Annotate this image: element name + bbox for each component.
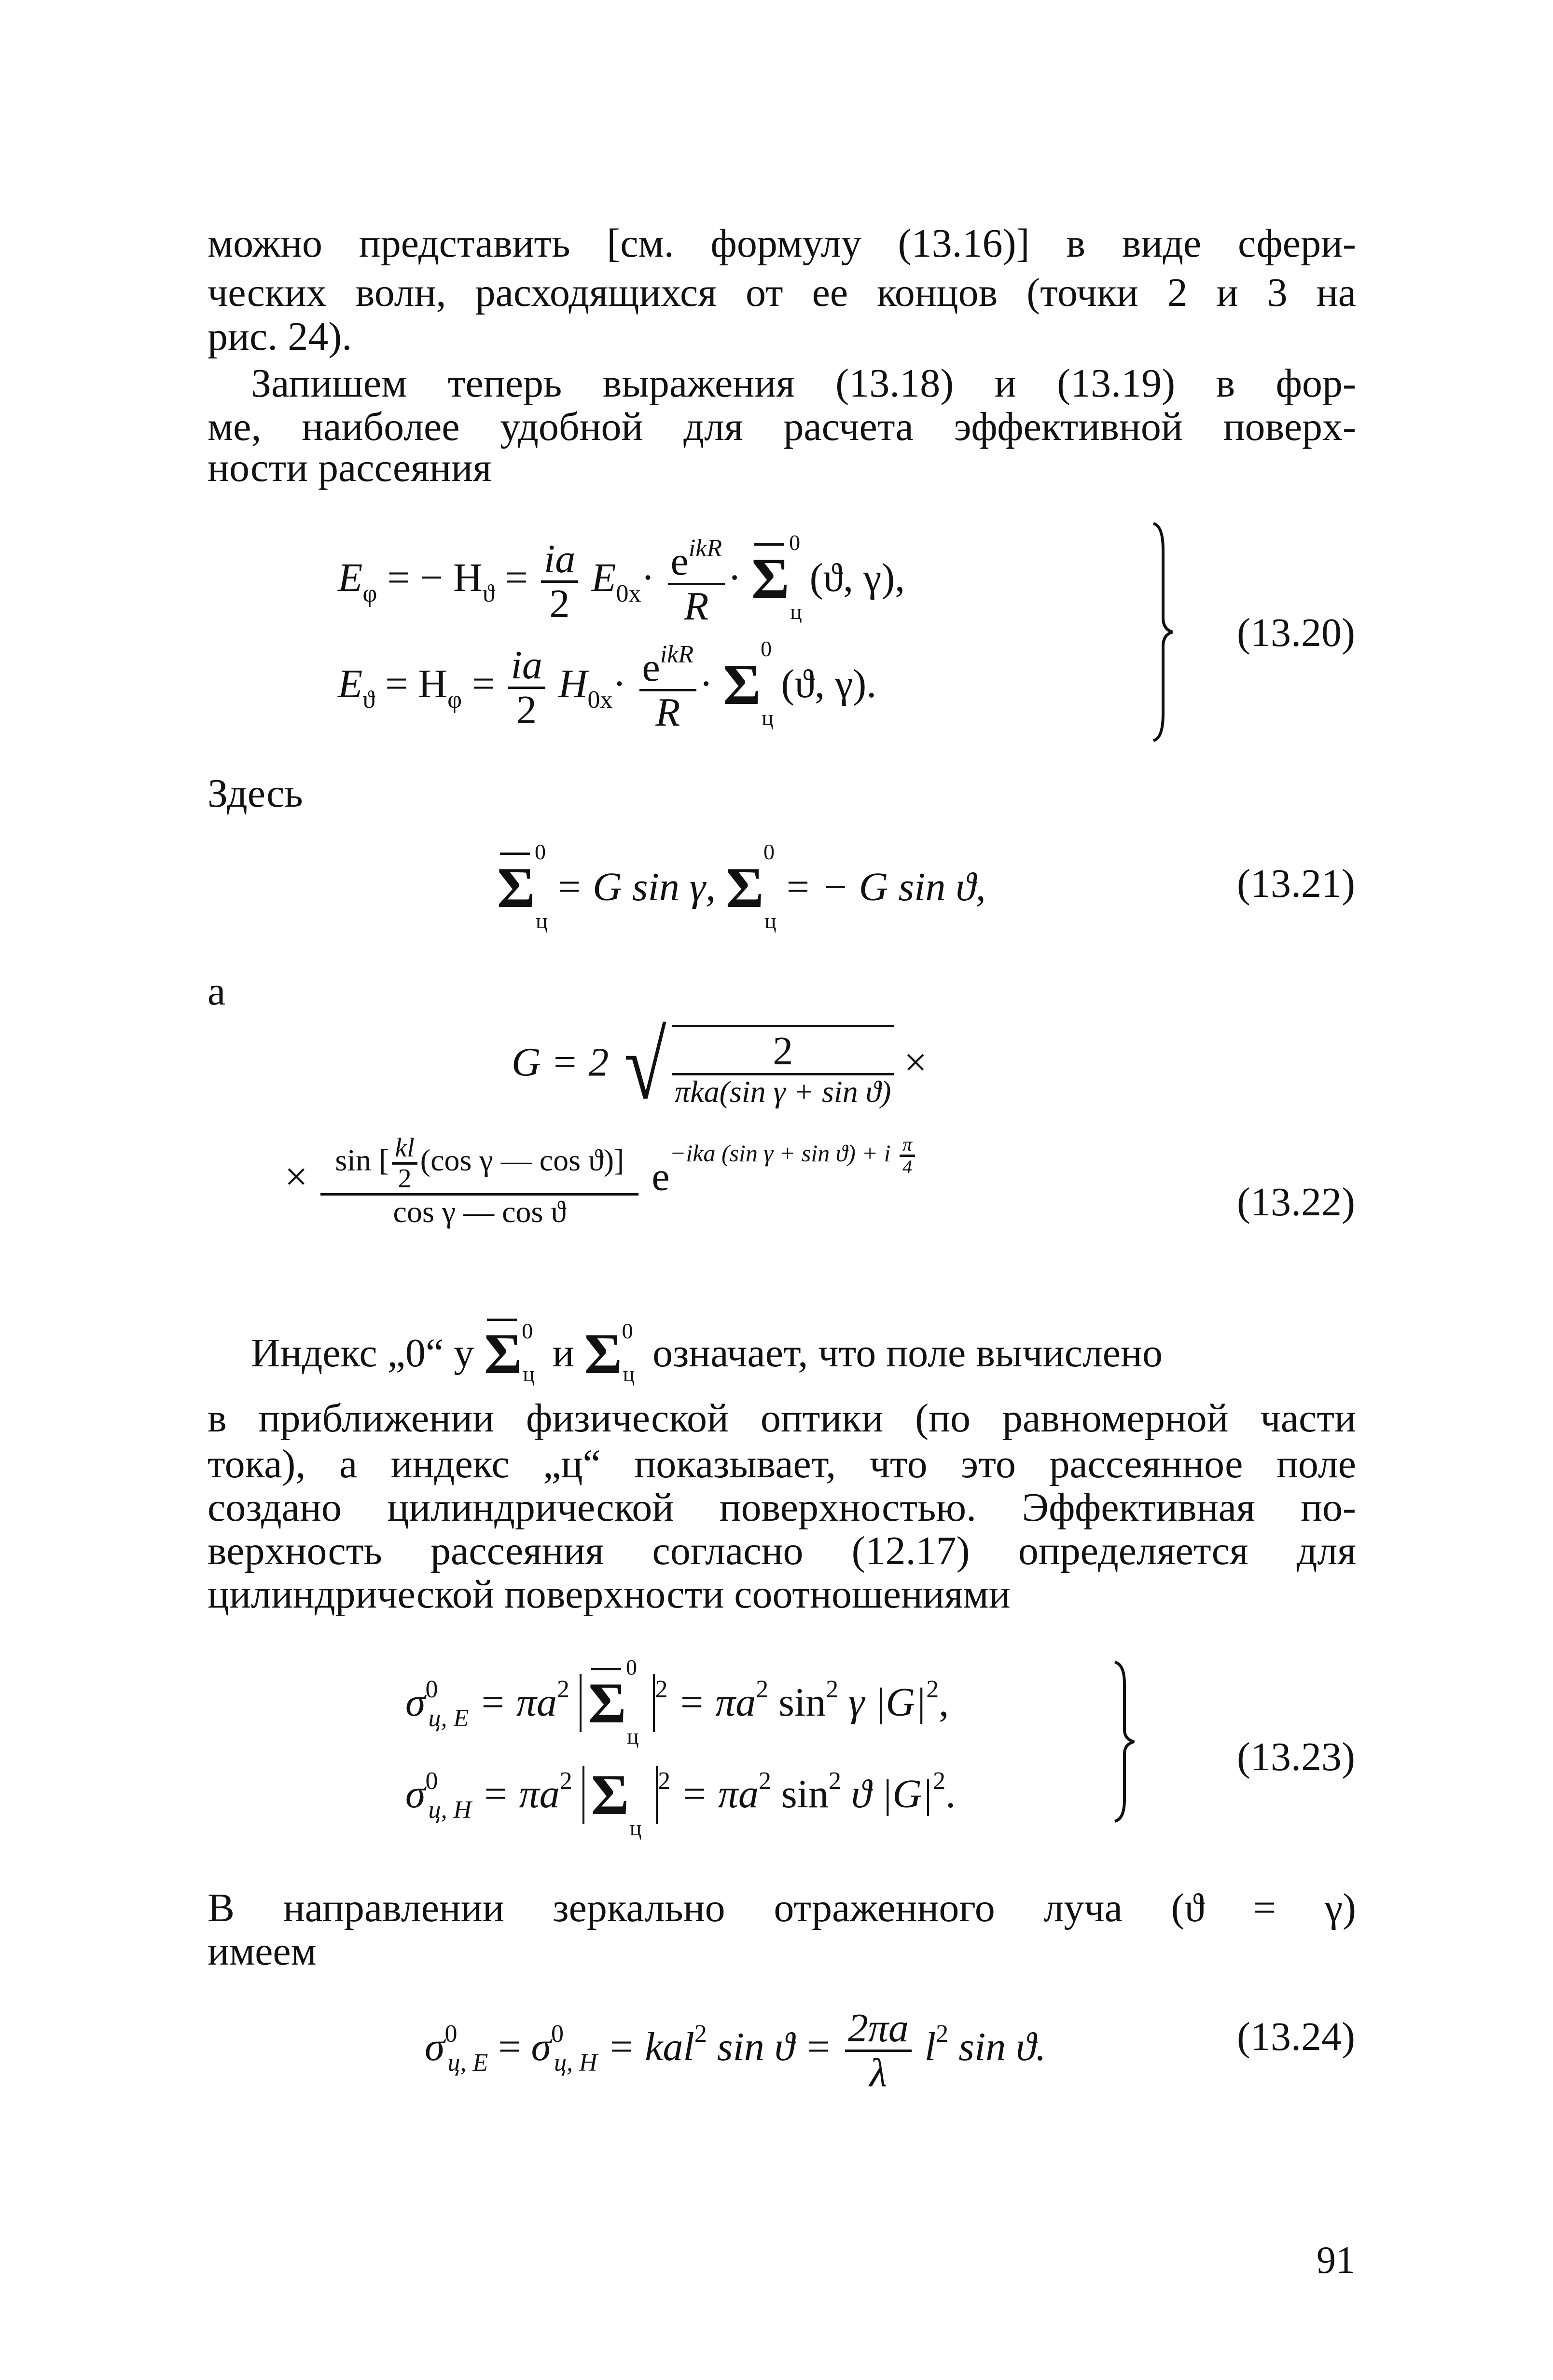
operator: = H (385, 661, 448, 706)
right-brace-icon (1110, 1660, 1139, 1824)
text-fragment: означает, что поле вычислено (652, 1331, 1163, 1376)
equation-line: $E_ϑ = H_\varphi$ = $\frac{ia}{2}$ $H_{0x}\cdot$ $\frac{e^{ikR}}{R}$ · Σ 0 ц (ϑ, γ). (338, 636, 877, 735)
fraction: $\frac{ia}{2}$ (508, 644, 545, 731)
equation-number: (13.24) (1237, 2014, 1355, 2059)
fraction: $\frac{e^{ikR}}{R}$ (639, 642, 697, 734)
times-icon: × (904, 1040, 927, 1085)
subscript: ϑ (482, 579, 495, 607)
equation-line: $\sigma^0_{ц, H} = \pi a^2$ Σ ц $^2 = \pi a^2$ $\sin^2 ϑ$ $|G|^2$. (405, 1762, 956, 1840)
sigma-symbol: σ (405, 1680, 426, 1725)
equation-line: $\sigma^0_{ц, E} = \pi a^2$ Σ 0 ц $^2 = \pi a^2$ $\sin^2 \gamma$ $|G|^2$, (405, 1655, 949, 1748)
sum-icon: Σ 0 ц (584, 1319, 635, 1386)
fraction: $\frac{2\pi a}{\lambda}$ (845, 2007, 912, 2094)
equation-number: (13.20) (1237, 610, 1355, 655)
operator: = (498, 2024, 521, 2069)
expression: = kal (607, 2024, 694, 2069)
page-number: 91 (1317, 2239, 1355, 2282)
equation-line: $\sigma^0_{ц, E} = \sigma^0_{ц, H} = kal^2$ sin ϑ = $\frac{2\pi a}{\lambda}$ $l^2$ sin ϑ. (425, 2006, 1046, 2096)
arguments: (ϑ, γ), (809, 555, 905, 600)
symbol: E (338, 661, 363, 706)
text-line: можно представить [см. формулу (13.16)] в виде сфери- (208, 221, 1356, 266)
text-line: В направлении зеркально отраженного луча (ϑ = γ) (208, 1885, 1356, 1930)
text-fragment: Индекс „0“ у (251, 1331, 474, 1376)
text-line: Здесь (208, 771, 303, 816)
text-line (251, 1319, 1356, 1386)
text-line: ности рассеяния (208, 445, 492, 490)
text-line: а (208, 969, 226, 1014)
sum-icon: Σ 0 ц (497, 839, 548, 933)
sum-icon: Σ ц (591, 1762, 642, 1840)
sum-icon: Σ 0 ц (484, 1319, 535, 1386)
operator: = (505, 555, 528, 600)
expression: = G sin γ, (555, 865, 716, 909)
subscript: 0x (616, 579, 641, 607)
sigma-symbol: σ (405, 1772, 426, 1816)
subscript: 0x (587, 686, 613, 714)
symbol: E (338, 555, 363, 600)
exp-base: e (652, 1154, 670, 1199)
sum-icon: Σ 0 ц (725, 839, 776, 933)
symbol: E (591, 555, 616, 600)
sigma-symbol: σ (531, 2024, 552, 2069)
expression: = πa (479, 1680, 557, 1725)
arguments: (ϑ, γ). (781, 661, 877, 706)
fraction: $\frac{e^{ikR}}{R}$ (668, 536, 725, 628)
text-line: тока), а индекс „ц“ показывает, что это рассеянное поле (208, 1442, 1356, 1486)
exponent: −ika (sin γ + sin ϑ) + i π 4 (670, 1140, 918, 1167)
right-brace-icon (1149, 521, 1178, 743)
equation-number: (13.23) (1237, 1734, 1355, 1779)
expression: = πa (482, 1772, 560, 1816)
absolute-value (582, 1762, 658, 1840)
equation-line: $E_\varphi$ = − $H_ϑ$ = $\frac{ia}{2}$ $E_{0x}\cdot$ $\frac{e^{ikR}}{R}$ · Σ 0 ц (ϑ, γ), (338, 530, 905, 629)
fraction: $\frac{ia}{2}$ (541, 538, 578, 625)
times-icon: × (285, 1154, 308, 1199)
symbol: H (558, 661, 588, 706)
radical-icon: √ (624, 1013, 667, 1119)
square-root: √ $\frac{2}{\text{πka(sin γ + sin ϑ)}}$ (619, 1018, 894, 1114)
equation-number: (13.21) (1237, 861, 1355, 906)
subscript: φ (447, 686, 462, 714)
text-line: ме, наиболее удобной для расчета эффективной поверх- (208, 404, 1356, 449)
text-line: рис. 24). (208, 314, 352, 359)
fraction: sin [ $\frac{kl}{2}$ (cos γ — cos ϑ)] cos γ — cos ϑ (320, 1134, 638, 1228)
subscript: φ (362, 579, 377, 607)
text-line: имеем (208, 1929, 317, 1974)
text-line: создано цилиндрической поверхностью. Эффективная по- (208, 1485, 1356, 1530)
text-line: Запишем теперь выражения (13.18) и (13.19) в фор- (251, 361, 1356, 406)
sum-icon: Σ 0 ц (751, 530, 802, 624)
sum-icon: Σ 0 ц (723, 636, 774, 730)
text-line: цилиндрической поверхности соотношениями (208, 1572, 1011, 1617)
equation-number: (13.22) (1237, 1180, 1355, 1224)
equation-line (285, 1134, 918, 1228)
text-line: верхность рассеяния согласно (12.17) определяется для (208, 1528, 1356, 1573)
sum-icon: Σ 0 ц (588, 1655, 639, 1748)
text-line: ческих волн, расходящихся от ее концов (точки 2 и 3 на (208, 270, 1356, 315)
sigma-symbol: σ (425, 2024, 445, 2069)
operator: = (472, 661, 495, 706)
expression: = πa (680, 1772, 759, 1816)
operator: = − H (387, 555, 483, 600)
expression: = − G sin ϑ, (784, 865, 986, 909)
subscript: ϑ (362, 686, 375, 714)
absolute-value (580, 1655, 655, 1748)
expression: sin ϑ = (717, 2024, 832, 2069)
expression: = πa (678, 1680, 756, 1725)
text-line: в приближении физической оптики (по равномерной части (208, 1396, 1356, 1441)
text-fragment: и (552, 1331, 574, 1376)
equation-line (497, 839, 986, 933)
expression: G = 2 (512, 1040, 609, 1085)
equation-line (512, 1013, 927, 1119)
